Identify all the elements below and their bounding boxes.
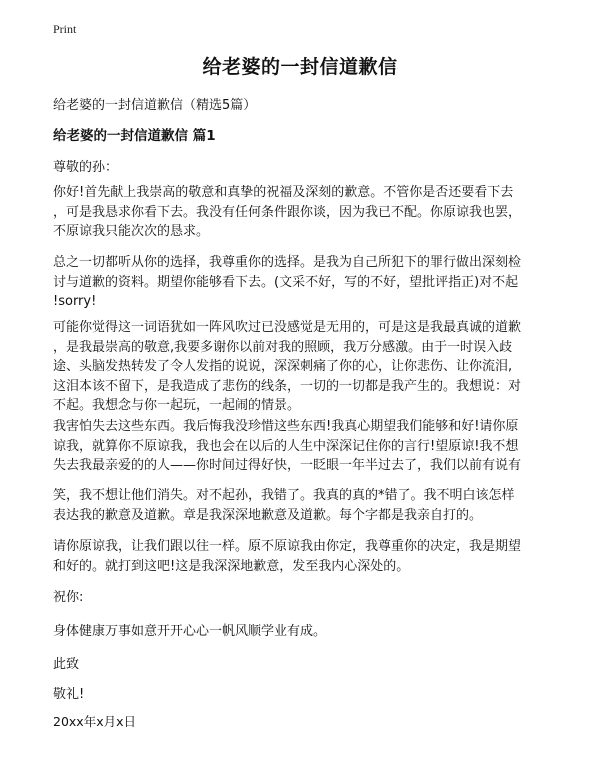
document-title: 给老婆的一封信道歉信 <box>202 56 398 78</box>
print-link[interactable]: Print <box>53 22 77 36</box>
letter-paragraph: 你好!首先献上我崇高的敬意和真挚的祝福及深刻的歉意。不管你是否还要看下去 ，可是我恳求你看下去。我没有任何条件跟你谈，因为我已不配。你原谅我也罢， 不原谅我只能次次的恳求。 <box>53 185 522 239</box>
letter-paragraph: 我害怕失去这些东西。我后悔我没珍惜这些东西!我真心期望我们能够和好!请你原 谅我，就算你不原谅我，我也会在以后的人生中深深记住你的言行!望原谅!我不想 失去我最亲爱的的人——你时间过得好快，一眨眼一年半过去了，我们以前有说有 <box>53 419 522 473</box>
letter-date: 20xx年x月x日 <box>53 714 136 729</box>
letter-paragraph: 请你原谅我，让我们跟以往一样。原不原谅我由你定，我尊重你的决定，我是期望 和好的。就打到这吧!这是我深深地歉意，发至我内心深处的。 <box>53 539 522 574</box>
closing-salute-2: 敬礼! <box>53 687 85 702</box>
section-heading: 给老婆的一封信道歉信 篇1 <box>53 128 216 144</box>
document-subtitle: 给老婆的一封信道歉信（精选5篇） <box>53 98 257 113</box>
letter-paragraph: 笑，我不想让他们消失。对不起孙，我错了。我真的真的*错了。我不明白该怎样 表达我的歉意及道歉。章是我深深地歉意及道歉。每个字都是我亲自打的。 <box>53 488 515 523</box>
closing-greeting: 祝你: <box>53 590 84 605</box>
letter-salutation: 尊敬的孙： <box>53 160 119 175</box>
closing-salute-1: 此致 <box>53 657 80 672</box>
closing-wish: 身体健康万事如意开开心心一帆风顺学业有成。 <box>53 624 327 639</box>
letter-paragraph: 可能你觉得这一词语犹如一阵风吹过已没感觉是无用的，可是这是我最真诚的道歉 ，是我最崇高的敬意,我要多谢你以前对我的照顾，我万分感激。由于一时误入歧 途、头脑发热转发了令人发指的说说，深深刺痛了你的心，让你悲伤、让你流泪, 这泪本该不留下，是我造成了悲伤的线条，一切的一切都是我产生的。我想说：对 不起。我想念与你一起玩，一起闹的情景。 <box>53 320 522 413</box>
letter-paragraph: 总之一切都听从你的选择，我尊重你的选择。是我为自己所犯下的罪行做出深刻检 讨与道歉的资料。期望你能够看下去。(文采不好，写的不好，望批评指正)对不起 !sorry! <box>53 255 522 309</box>
